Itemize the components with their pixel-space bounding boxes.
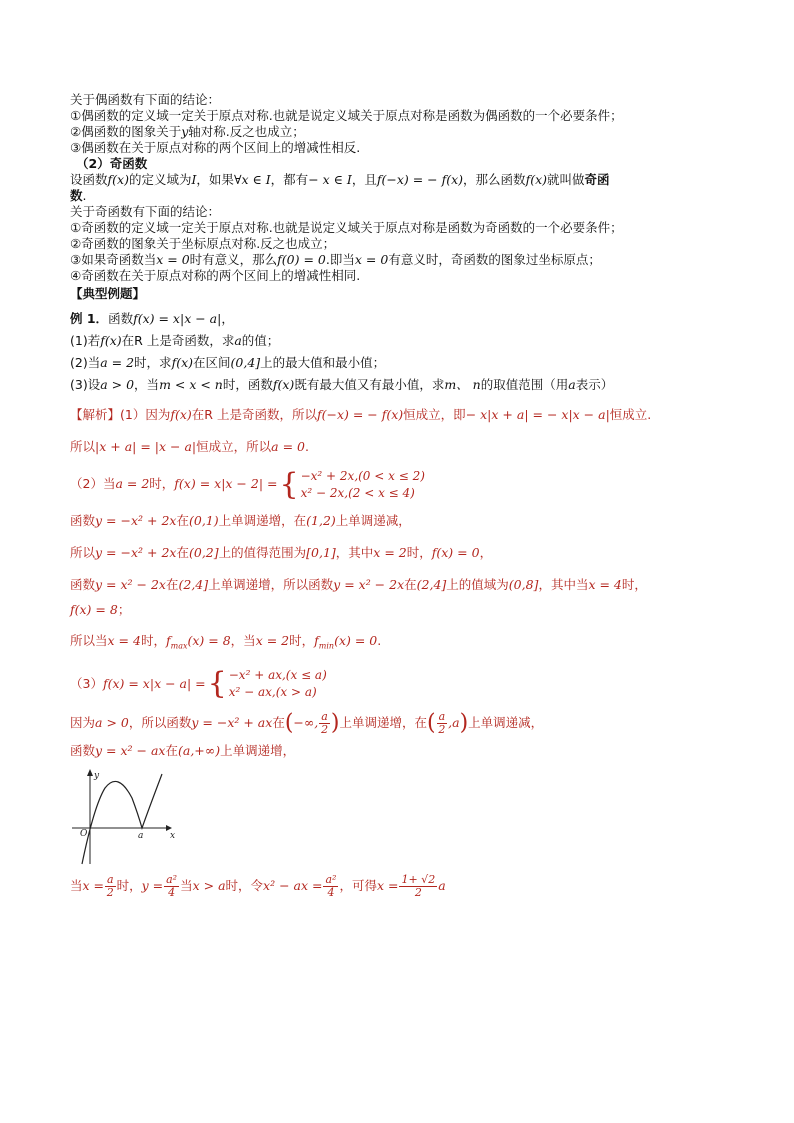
odd-intro: 关于奇函数有下面的结论： [70, 204, 221, 219]
odd-conclusion-3: ③如果奇函数当x = 0时有意义，那么f(0) = 0.即当x = 0有意义时，奇函数的图象过坐标原点； [70, 252, 601, 267]
graph-x-label: x [170, 831, 176, 841]
case-1: −x² + 2x,(0 < x ≤ 2) [300, 468, 425, 483]
graph-svg [70, 766, 180, 866]
even-conclusion-3: ③偶函数在关于原点对称的两个区间上的增减性相反. [70, 140, 361, 155]
solution-block [70, 404, 730, 762]
odd-conclusion-2: ②奇函数的图象关于坐标原点对称.反之也成立； [70, 236, 336, 251]
solution-line-11: 当x = $\frac{a}{2}$ 时，y = $\frac{\text{a²}}{4}$ 当x > a时，令x² − ax = $\frac{\text{a²}}{4}$ ，可得x = $\frac{1+ √2}{2}$ a [70, 873, 446, 899]
odd-definition: 设函数f(x)的定义域为I，如果∀x ∈ I，都有− x ∈ I，且f(−x) = − f(x)，那么函数f(x)就叫做奇函 [70, 172, 610, 187]
document-page [70, 92, 730, 902]
odd-conclusion-1: ①奇函数的定义域一定关于原点对称.也就是说定义域关于原点对称是函数为奇函数的一个必要条件； [70, 220, 623, 235]
solution-line-9: 因为a > 0，所以函数y = −x² + ax在(−∞, $\frac{a}{2}$ )上单调递增，在( $\frac{a}{2}$ ,a)上单调递减， [70, 709, 544, 736]
graph-origin-label: O [80, 829, 88, 839]
solution-line-10: 函数y = x² − ax在(a,+∞)上单调递增， [70, 743, 296, 758]
odd-heading: （2）奇函数 [76, 156, 148, 171]
even-conclusion-2: ②偶函数的图象关于y轴对称.反之也成立； [70, 124, 305, 139]
odd-conclusion-4: ④奇函数在关于原点对称的两个区间上的增减性相同. [70, 268, 361, 283]
solution-line-7: 所以当x = 4时，$f_{max}(x) = 8$，当x = 2时，$f_{min}(x) = 0$. [70, 633, 382, 651]
solution-part-3-piecewise: （3）f(x) = x|x − a| = { −x² + ax,(x ≤ a) x² − ax,(x > a) [70, 666, 327, 701]
example-question-3: (3)设a > 0，当m < x < n时，函数f(x)既有最大值又有最小值，求m、 n的取值范围（用a表示） [70, 377, 614, 392]
solution-part-2-piecewise: （2）当a = 2时，f(x) = x|x − 2| = { −x² + 2x,(0 < x ≤ 2) x² − 2x,(2 < x ≤ 4) [70, 466, 425, 502]
graph-a-label: a [138, 831, 144, 841]
odd-definition-cont: 数. [70, 188, 87, 203]
case-2: x² − 2x,(2 < x ≤ 4) [300, 485, 415, 500]
solution-line-6: f(x) = 8； [70, 602, 131, 617]
case-2: x² − ax,(x > a) [228, 685, 317, 699]
solution-line-4: 所以y = −x² + 2x在(0,2]上的值得范围为[0,1]，其中x = 2时，f(x) = 0， [70, 545, 493, 560]
example-question-2: (2)当a = 2时，求f(x)在区间(0,4]上的最大值和最小值； [70, 355, 386, 370]
even-conclusion-1: ①偶函数的定义域一定关于原点对称.也就是说定义域关于原点对称是函数为偶函数的一个必要条件； [70, 108, 623, 123]
examples-heading: 【典型例题】 [70, 286, 146, 301]
graph-y-label: y [94, 771, 100, 781]
solution-part-1: 【解析】(1）因为f(x)在R 上是奇函数，所以f(−x) = − f(x)恒成立，即− x|x + a| = − x|x − a|恒成立. [70, 407, 652, 422]
solution-line-5: 函数y = x² − 2x在(2,4]上单调递增，所以函数y = x² − 2x在(2,4]上的值域为(0,8]，其中当x = 4时， [70, 577, 647, 592]
solution-part-1-cont: 所以|x + a| = |x − a|恒成立，所以a = 0. [70, 439, 309, 454]
example-question-1: (1)若f(x)在R 上是奇函数，求a的值； [70, 333, 280, 348]
example-statement: 例 1．函数f(x) = x|x − a|， [70, 311, 234, 326]
even-intro: 关于偶函数有下面的结论： [70, 92, 221, 107]
function-graph [70, 766, 180, 866]
solution-line-3: 函数y = −x² + 2x在(0,1)上单调递增，在(1,2)上单调递减， [70, 513, 411, 528]
case-1: −x² + ax,(x ≤ a) [228, 668, 327, 682]
